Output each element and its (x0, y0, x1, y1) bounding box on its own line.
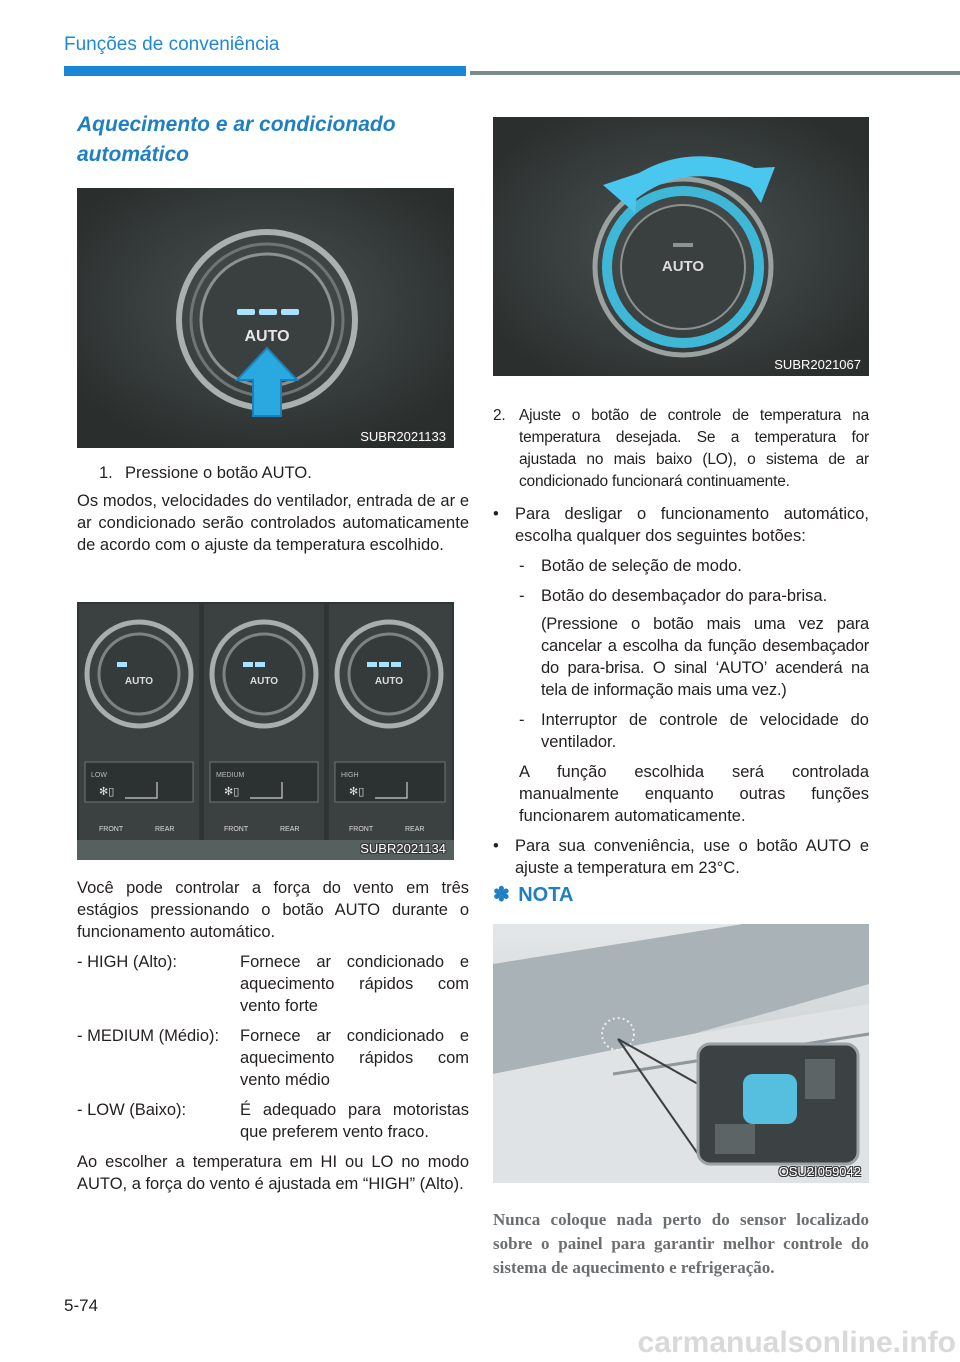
temperature-knob-illustration (493, 117, 869, 376)
left-column-top (77, 462, 469, 556)
bullet-disable-auto (493, 503, 869, 547)
page-number: 5-74 (64, 1296, 99, 1315)
auto-label: AUTO (124, 676, 154, 687)
header-bar-gray (470, 71, 960, 75)
bullet-mark: • (493, 505, 499, 523)
step-1 (77, 462, 469, 484)
step-text: Pressione o botão AUTO. (125, 464, 312, 482)
fan-levels-illustration (77, 602, 454, 860)
sub-item-mode (493, 555, 869, 577)
front-defrost-label: FRONT (349, 826, 374, 833)
wind-level-high (77, 951, 469, 1017)
defroster-note: (Pressione o botão mais uma vez para cancelar a escolha da função desembaçador do para-brisa. O sinal ‘AUTO’ acenderá na tela de informação mais uma vez.) (541, 615, 869, 699)
left-column-bottom (77, 877, 469, 1195)
dash-mark: - (519, 587, 525, 605)
sub-item-text: Interruptor de controle de velocidade do ventilador. (541, 711, 869, 751)
step-number: 1. (99, 464, 113, 482)
wind-level-term: - HIGH (Alto): (77, 953, 177, 971)
auto-label: AUTO (244, 328, 290, 345)
nota-text: Nunca coloque nada perto do sensor localizado sobre o painel para garantir melhor controle do sistema de aquecimento e refrigeração. (493, 1210, 869, 1277)
rear-defrost-label: REAR (280, 826, 300, 833)
speed-label-medium: MEDIUM (216, 772, 245, 779)
step-2 (493, 405, 869, 493)
wind-level-description: Fornece ar condicionado e aquecimento rápidos com vento forte (240, 953, 469, 1015)
nota-heading (493, 882, 573, 907)
footer-watermark: carmanualsonline.info (637, 1326, 956, 1359)
bullet-text: Para desligar o funcionamento automático, escolha qualquer dos seguintes botões: (515, 505, 869, 545)
rear-defrost-label: REAR (405, 826, 425, 833)
dash-mark: - (519, 711, 525, 729)
wind-level-description: Fornece ar condicionado e aquecimento rápidos com vento médio (240, 1027, 469, 1089)
auto-label: AUTO (249, 676, 279, 687)
header-bar-blue (64, 66, 466, 76)
car-sensor-illustration (493, 924, 869, 1183)
figure-code: SUBR2021134 (360, 841, 446, 856)
speed-label-low: LOW (91, 772, 107, 779)
sub-item-fan-speed (493, 709, 869, 753)
sub-item-defroster (493, 585, 869, 607)
front-defrost-label: FRONT (224, 826, 249, 833)
step-text: Ajuste o botão de controle de temperatura na temperatura desejada. Se a temperatura for ajustada no mais baixo (LO), o sistema de ar condicionado funcionará continuamente. (519, 407, 869, 490)
figure-auto-press (77, 188, 454, 448)
nota-title: NOTA (518, 884, 574, 906)
figure-code: SUBR2021067 (774, 357, 861, 372)
paragraph-auto-description: Os modos, velocidades do ventilador, entrada de ar e ar condicionado serão controlados automaticamente de acordo com o ajuste da temperatura escolhido. (77, 492, 469, 554)
section-title: Aquecimento e ar condicionado automático (77, 113, 396, 166)
paragraph-hi-lo-note: Ao escolher a temperatura em HI ou LO no modo AUTO, a força do vento é ajustada em “HIGH” (Alto). (77, 1153, 469, 1193)
auto-knob-illustration (77, 188, 454, 448)
bullet-convenience (493, 835, 869, 879)
bullet-text: Para sua conveniência, use o botão AUTO e ajuste a temperatura em 23°C. (515, 837, 869, 877)
wind-level-medium (77, 1025, 469, 1091)
wind-level-term: - MEDIUM (Médio): (77, 1027, 220, 1045)
dash-mark: - (519, 557, 525, 575)
auto-label: AUTO (661, 258, 705, 275)
right-column (493, 405, 869, 879)
figure-code: SUBR2021133 (360, 429, 446, 444)
step-number: 2. (493, 407, 506, 424)
bullet-mark: • (493, 837, 499, 855)
figure-sensor-location (493, 924, 869, 1183)
wind-level-description: É adequado para motoristas que preferem vento fraco. (240, 1101, 469, 1141)
sensor-icon (743, 1074, 797, 1124)
auto-label: AUTO (374, 676, 404, 687)
nota-mark: ✽ (493, 884, 510, 906)
figure-fan-levels (77, 602, 454, 860)
wind-level-low (77, 1099, 469, 1143)
rear-defrost-label: REAR (155, 826, 175, 833)
fan-icon: ✻▯ (224, 785, 240, 798)
paragraph-wind-stages: Você pode controlar a força do vento em três estágios pressionando o botão AUTO durante o funcionamento automático. (77, 879, 469, 941)
paragraph-manual-control: A função escolhida será controlada manualmente enquanto outras funções funcionarem automaticamente. (519, 763, 869, 825)
wind-level-list (77, 951, 469, 1143)
sub-item-text: Botão de seleção de modo. (541, 557, 742, 575)
fan-icon: ✻▯ (349, 785, 365, 798)
figure-temp-rotate (493, 117, 869, 376)
sub-item-text: Botão do desembaçador do para-brisa. (541, 587, 828, 605)
speed-label-high: HIGH (341, 772, 359, 779)
fan-icon: ✻▯ (99, 785, 115, 798)
front-defrost-label: FRONT (99, 826, 124, 833)
header-title: Funções de conveniência (64, 34, 280, 55)
figure-code: OSU2I059042 (778, 1164, 861, 1179)
wind-level-term: - LOW (Baixo): (77, 1101, 187, 1119)
